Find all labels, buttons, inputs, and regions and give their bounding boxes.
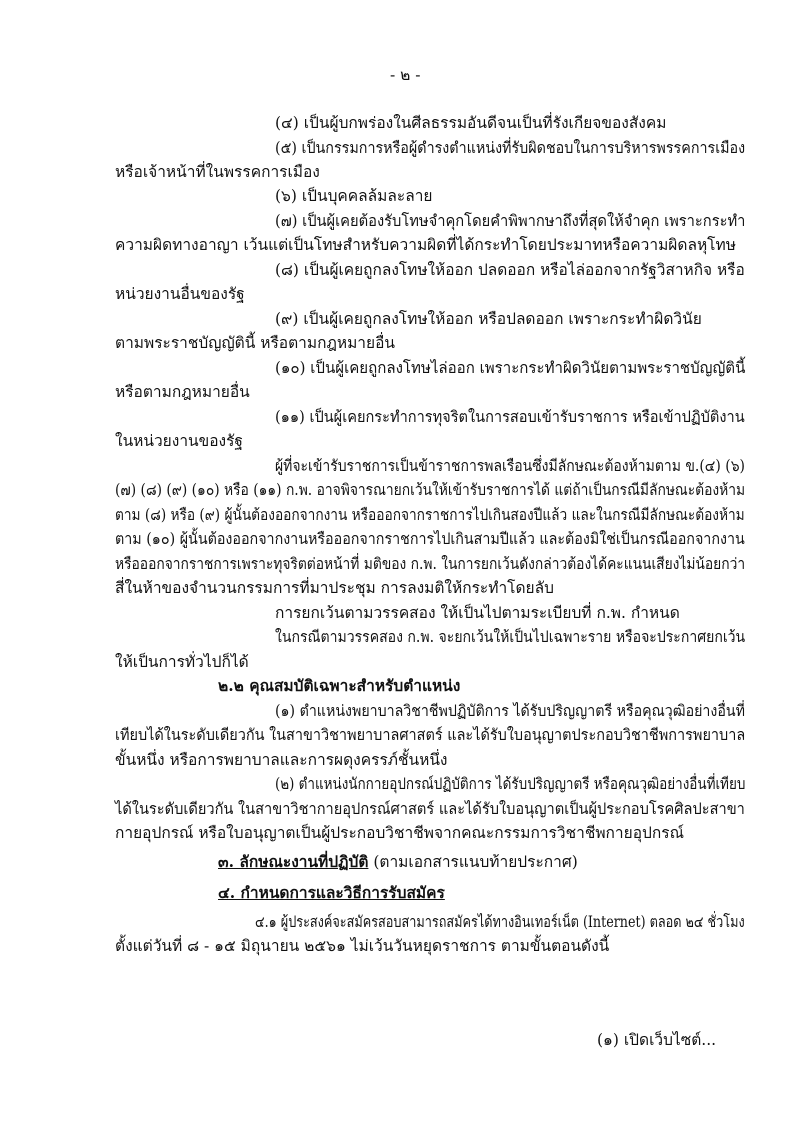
exemption-paragraph-line: ให้เป็นการทั่วไปก็ได้ [115, 653, 249, 671]
continuation-text: (๑) เปิดเว็บไซต์... [597, 1031, 717, 1049]
position-qualification-line: (๒) ตำแหน่งนักกายอุปกรณ์ปฏิบัติการ ได้รับปริญญาตรี หรือคุณวุฒิอย่างอื่นที่เทียบ [275, 775, 746, 793]
qualification-line: (๑๐) เป็นผู้เคยถูกลงโทษไล่ออก เพราะกระทำผิดวินัยตามพระราชบัญญัตินี้ [275, 359, 746, 377]
qualification-line: (๗) เป็นผู้เคยต้องรับโทษจำคุกโดยคำพิพากษาถึงที่สุดให้จำคุก เพราะกระทำ [275, 212, 746, 230]
qualification-line: หรือเจ้าหน้าที่ในพรรคการเมือง [115, 163, 320, 181]
qualification-line: (๔) เป็นผู้บกพร่องในศีลธรรมอันดีจนเป็นที่รังเกียจของสังคม [275, 114, 667, 132]
exemption-paragraph-line: ผู้ที่จะเข้ารับราชการเป็นข้าราชการพลเรือนซึ่งมีลักษณะต้องห้ามตาม ข.(๔) (๖) [275, 457, 745, 475]
application-line: ๔.๑ ผู้ประสงค์จะสมัครสอบสามารถสมัครได้ทางอินเทอร์เน็ต (Internet) ตลอด ๒๔ ชั่วโมง [255, 913, 745, 931]
section-heading-2-2: ๒.๒ คุณสมบัติเฉพาะสำหรับตำแหน่ง [218, 676, 461, 695]
position-qualification-line: เทียบได้ในระดับเดียวกัน ในสาขาวิชาพยาบาลศาสตร์ และได้รับใบอนุญาตประกอบวิชาชีพการพยาบาล [115, 726, 746, 744]
qualification-line: หรือตามกฎหมายอื่น [115, 383, 250, 401]
exemption-paragraph-line: ในกรณีตามวรรคสอง ก.พ. จะยกเว้นให้เป็นไปเฉพาะราย หรือจะประกาศยกเว้น [275, 628, 746, 646]
section-heading-3-note: (ตามเอกสารแนบท้ายประกาศ) [368, 853, 578, 871]
exemption-paragraph-line: หรือออกจากราชการเพราะทุจริตต่อหน้าที่ มติของ ก.พ. ในการยกเว้นดังกล่าวต้องได้คะแนนเสียงไม่น้อยกว่า [115, 555, 746, 573]
exemption-paragraph-line: การยกเว้นตามวรรคสอง ให้เป็นไปตามระเบียบที่ ก.พ. กำหนด [275, 604, 680, 622]
section-heading-4: ๔. กำหนดการและวิธีการรับสมัคร [218, 883, 445, 902]
position-qualification-line: (๑) ตำแหน่งพยาบาลวิชาชีพปฏิบัติการ ได้รับปริญญาตรี หรือคุณวุฒิอย่างอื่นที่ [275, 702, 745, 720]
qualification-line: (๕) เป็นกรรมการหรือผู้ดำรงตำแหน่งที่รับผิดชอบในการบริหารพรรคการเมือง [275, 139, 746, 157]
exemption-paragraph-line: ตาม (๘) หรือ (๙) ผู้นั้นต้องออกจากงาน หรือออกจากราชการไปเกินสองปีแล้ว และในกรณีมีลักษณะต้องห้าม [115, 506, 745, 524]
application-line: ตั้งแต่วันที่ ๘ - ๑๕ มิถุนายน ๒๕๖๑ ไม่เว้นวันหยุดราชการ ตามขั้นตอนดังนี้ [115, 937, 610, 955]
qualification-line: (๑๑) เป็นผู้เคยกระทำการทุจริตในการสอบเข้ารับราชการ หรือเข้าปฏิบัติงาน [275, 408, 745, 426]
qualification-line: (๘) เป็นผู้เคยถูกลงโทษให้ออก ปลดออก หรือไล่ออกจากรัฐวิสาหกิจ หรือ [275, 261, 745, 279]
position-qualification-line: ขั้นหนึ่ง หรือการพยาบาลและการผดุงครรภ์ชั้นหนึ่ง [115, 751, 448, 769]
qualification-line: ความผิดทางอาญา เว้นแต่เป็นโทษสำหรับความผิดที่ได้กระทำโดยประมาทหรือความผิดลหุโทษ [115, 236, 736, 254]
qualification-line: หน่วยงานอื่นของรัฐ [115, 285, 245, 303]
exemption-paragraph-line: (๗) (๘) (๙) (๑๐) หรือ (๑๑) ก.พ. อาจพิจารณายกเว้นให้เข้ารับราชการได้ แต่ถ้าเป็นกรณีมีลักษณะต้องห้าม [115, 481, 746, 499]
section-heading-3-title: ๓. ลักษณะงานที่ปฏิบัติ [218, 852, 369, 871]
exemption-paragraph-line: สี่ในห้าของจำนวนกรรมการที่มาประชุม การลงมติให้กระทำโดยลับ [115, 579, 554, 597]
position-qualification-line: ได้ในระดับเดียวกัน ในสาขาวิชากายอุปกรณ์ศาสตร์ และได้รับใบอนุญาตเป็นผู้ประกอบโรคศิลปะสาขา [115, 800, 745, 818]
qualification-line: (๖) เป็นบุคคลล้มละลาย [275, 187, 433, 205]
exemption-paragraph-line: ตาม (๑๐) ผู้นั้นต้องออกจากงานหรือออกจากราชการไปเกินสามปีแล้ว และต้องมิใช่เป็นกรณีออกจากงาน [115, 530, 745, 548]
section-heading-3 [218, 852, 578, 872]
qualification-line: ตามพระราชบัญญัตินี้ หรือตามกฎหมายอื่น [115, 334, 395, 352]
qualification-line: (๙) เป็นผู้เคยถูกลงโทษให้ออก หรือปลดออก เพราะกระทำผิดวินัย [275, 310, 702, 328]
position-qualification-line: กายอุปกรณ์ หรือใบอนุญาตเป็นผู้ประกอบวิชาชีพจากคณะกรรมการวิชาชีพกายอุปกรณ์ [115, 824, 684, 842]
page-number: - ๒ - [390, 66, 421, 84]
qualification-line: ในหน่วยงานของรัฐ [115, 432, 243, 450]
